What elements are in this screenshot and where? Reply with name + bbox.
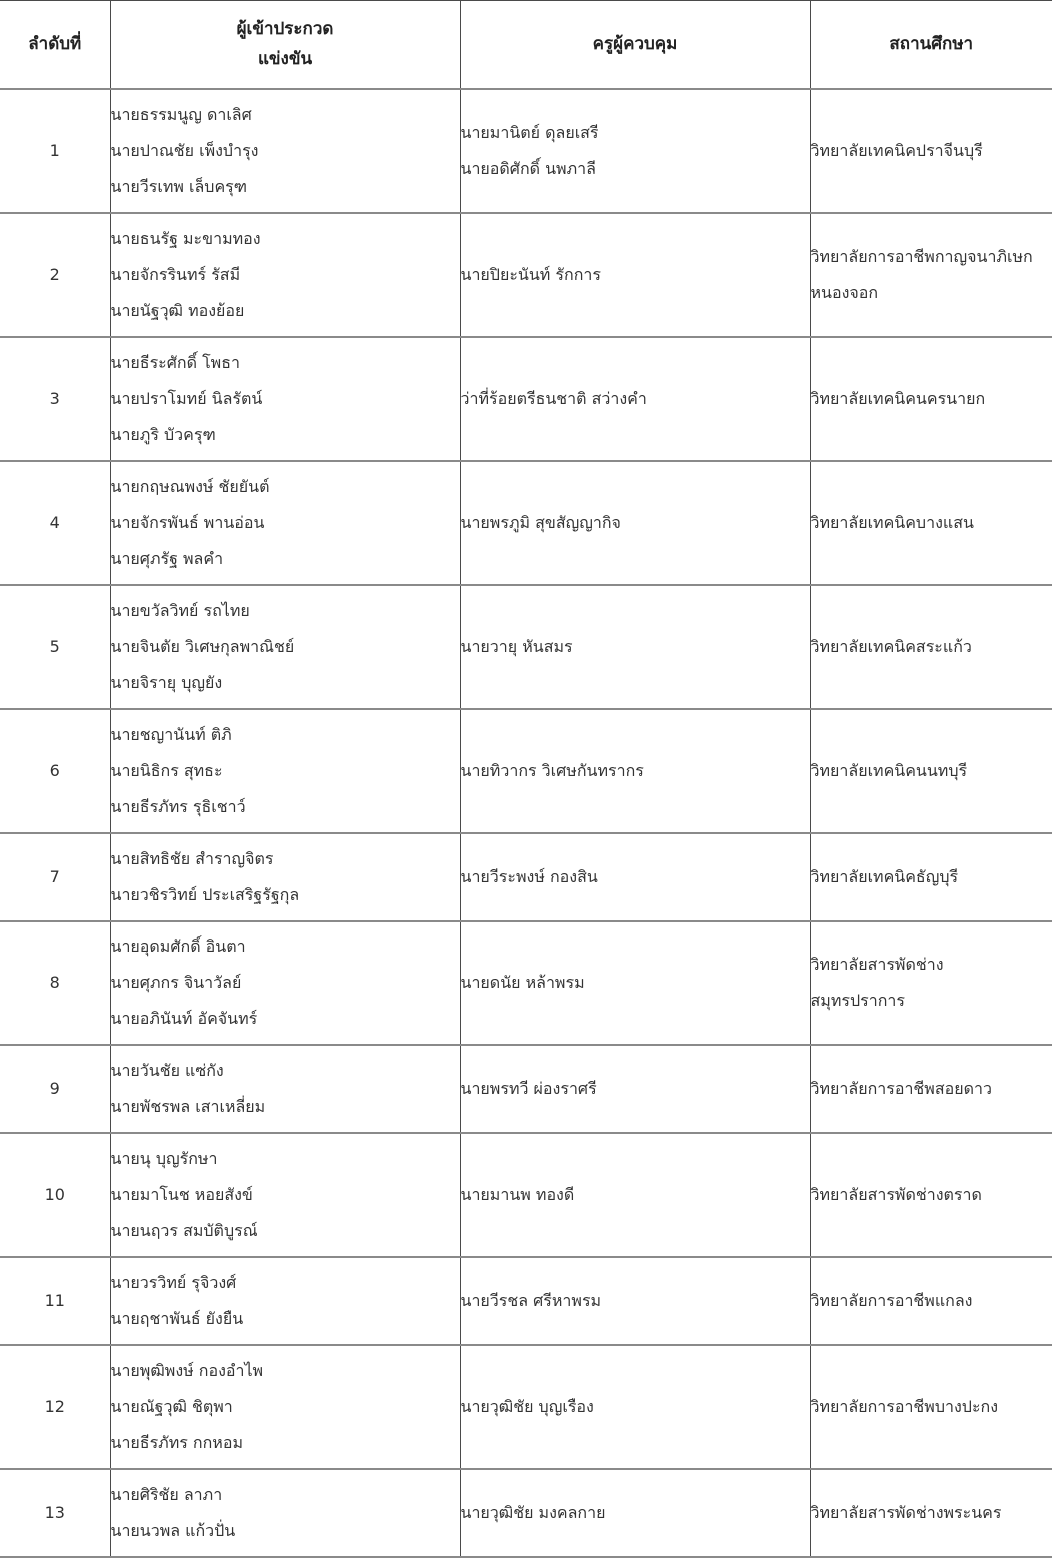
row-order-number: 4 xyxy=(0,461,110,585)
institution-name: วิทยาลัยการอาชีพสอยดาว xyxy=(811,1071,1052,1107)
row-order-number: 13 xyxy=(0,1469,110,1557)
supervisor-name: นายมานพ ทองดี xyxy=(461,1177,810,1213)
supervisor-cell xyxy=(460,213,810,337)
institution-cell xyxy=(810,337,1052,461)
supervisor-name: นายทิวากร วิเศษกันทรากร xyxy=(461,753,810,789)
supervisor-cell xyxy=(460,833,810,921)
competitor-name: นายจักรพันธ์ พานอ่อน xyxy=(111,505,460,541)
competitor-name: นายวชิรวิทย์ ประเสริฐรัฐกุล xyxy=(111,877,460,913)
competitors-cell xyxy=(110,1345,460,1469)
supervisor-cell xyxy=(460,1469,810,1557)
row-order-number: 9 xyxy=(0,1045,110,1133)
competitor-name: นายวีรเทพ เล็บครุฑ xyxy=(111,169,460,205)
institution-name: วิทยาลัยเทคนิคสระแก้ว xyxy=(811,629,1052,665)
competitor-name: นายจักรรินทร์ รัสมี xyxy=(111,257,460,293)
table-row xyxy=(0,1469,1052,1557)
competitor-name: นายธนรัฐ มะขามทอง xyxy=(111,221,460,257)
competitor-name: นายมาโนช หอยสังข์ xyxy=(111,1177,460,1213)
institution-cell xyxy=(810,213,1052,337)
header-competitors-line-2: แข่งขัน xyxy=(111,44,460,74)
row-order-number: 3 xyxy=(0,337,110,461)
competitors-cell xyxy=(110,1045,460,1133)
competitors-cell xyxy=(110,89,460,213)
table-row xyxy=(0,337,1052,461)
table-row xyxy=(0,1345,1052,1469)
competitor-name: นายศุภกร จินาวัลย์ xyxy=(111,965,460,1001)
institution-cell xyxy=(810,585,1052,709)
competitors-cell xyxy=(110,585,460,709)
competitor-name: นายวันชัย แซ่กัง xyxy=(111,1053,460,1089)
table-row xyxy=(0,921,1052,1045)
supervisor-cell xyxy=(460,337,810,461)
table-row xyxy=(0,1257,1052,1345)
supervisor-name: นายวุฒิชัย มงคลกาย xyxy=(461,1495,810,1531)
supervisor-name: นายปิยะนันท์ รักการ xyxy=(461,257,810,293)
institution-cell xyxy=(810,1345,1052,1469)
competitor-name: นายอภินันท์ อัคจันทร์ xyxy=(111,1001,460,1037)
institution-name: วิทยาลัยสารพัดช่างพระนคร xyxy=(811,1495,1052,1531)
competitors-cell xyxy=(110,1133,460,1257)
table-row xyxy=(0,585,1052,709)
row-order-number: 7 xyxy=(0,833,110,921)
institution-cell xyxy=(810,1045,1052,1133)
header-institution: สถานศึกษา xyxy=(810,1,1052,89)
competitors-cell xyxy=(110,1257,460,1345)
competitor-name: นายสิทธิชัย สำราญจิตร xyxy=(111,841,460,877)
competitor-name: นายธรรมนูญ ดาเลิศ xyxy=(111,97,460,133)
header-order: ลำดับที่ xyxy=(0,1,110,89)
institution-cell xyxy=(810,461,1052,585)
competitors-cell xyxy=(110,213,460,337)
supervisor-name: นายอดิศักดิ์ นพภาลี xyxy=(461,151,810,187)
competitor-name: นายพุฒิพงษ์ กองอำไพ xyxy=(111,1353,460,1389)
supervisor-name: นายพรภูมิ สุขสัญญากิจ xyxy=(461,505,810,541)
competitor-name: นายณัฐวุฒิ ชิตุพา xyxy=(111,1389,460,1425)
competitor-name: นายวรวิทย์ รุจิวงศ์ xyxy=(111,1265,460,1301)
row-order-number: 2 xyxy=(0,213,110,337)
competitor-name: นายนุ บุญรักษา xyxy=(111,1141,460,1177)
institution-cell xyxy=(810,709,1052,833)
row-order-number: 1 xyxy=(0,89,110,213)
row-order-number: 5 xyxy=(0,585,110,709)
competitors-cell xyxy=(110,709,460,833)
institution-name: วิทยาลัยเทคนิคปราจีนบุรี xyxy=(811,133,1052,169)
institution-cell xyxy=(810,89,1052,213)
competitor-name: นายกฤษณพงษ์ ชัยยันต์ xyxy=(111,469,460,505)
supervisor-cell xyxy=(460,461,810,585)
competitor-name: นายปาณชัย เพ็งบำรุง xyxy=(111,133,460,169)
competitor-name: นายศุภรัฐ พลคำ xyxy=(111,541,460,577)
competitor-name: นายธีระศักดิ์ โพธา xyxy=(111,345,460,381)
competitor-name: นายธีรภัทร รุธิเชาว์ xyxy=(111,789,460,825)
competitor-name: นายขวัลวิทย์ รถไทย xyxy=(111,593,460,629)
table-body xyxy=(0,89,1052,1557)
row-order-number: 12 xyxy=(0,1345,110,1469)
institution-name: วิทยาลัยเทคนิคนครนายก xyxy=(811,381,1052,417)
institution-name: วิทยาลัยการอาชีพบางปะกง xyxy=(811,1389,1052,1425)
supervisor-cell xyxy=(460,1045,810,1133)
row-order-number: 6 xyxy=(0,709,110,833)
competitor-name: นายนิธิกร สุทธะ xyxy=(111,753,460,789)
competitor-name: นายนวพล แก้วปั่น xyxy=(111,1513,460,1549)
supervisor-name: นายมานิตย์ ดุลยเสรี xyxy=(461,115,810,151)
institution-name: วิทยาลัยการอาชีพแกลง xyxy=(811,1283,1052,1319)
supervisor-name: นายพรทวี ผ่องราศรี xyxy=(461,1071,810,1107)
table-row xyxy=(0,833,1052,921)
supervisor-cell xyxy=(460,709,810,833)
supervisor-cell xyxy=(460,89,810,213)
competitor-name: นายจินตัย วิเศษกุลพาณิชย์ xyxy=(111,629,460,665)
institution-name: สมุทรปราการ xyxy=(811,983,1052,1019)
competitors-cell xyxy=(110,337,460,461)
header-competitors xyxy=(110,1,460,89)
institution-cell xyxy=(810,1469,1052,1557)
table-row xyxy=(0,461,1052,585)
supervisor-cell xyxy=(460,585,810,709)
table-row xyxy=(0,1133,1052,1257)
row-order-number: 10 xyxy=(0,1133,110,1257)
row-order-number: 8 xyxy=(0,921,110,1045)
competitor-name: นายอุดมศักดิ์ อินตา xyxy=(111,929,460,965)
competitors-cell xyxy=(110,833,460,921)
supervisor-name: นายวุฒิชัย บุญเรือง xyxy=(461,1389,810,1425)
supervisor-name: นายวีรชล ศรีหาพรม xyxy=(461,1283,810,1319)
table-row xyxy=(0,89,1052,213)
supervisor-cell xyxy=(460,1345,810,1469)
competitors-cell xyxy=(110,461,460,585)
supervisor-name: นายวายุ หันสมร xyxy=(461,629,810,665)
competitor-name: นายภูริ บัวครุฑ xyxy=(111,417,460,453)
table-row xyxy=(0,1045,1052,1133)
competitor-name: นายนฤวร สมบัติบูรณ์ xyxy=(111,1213,460,1249)
supervisor-cell xyxy=(460,921,810,1045)
table-row xyxy=(0,213,1052,337)
competitor-name: นายธีรภัทร กกหอม xyxy=(111,1425,460,1461)
supervisor-name: ว่าที่ร้อยตรีธนชาติ สว่างคำ xyxy=(461,381,810,417)
table-row xyxy=(0,709,1052,833)
competitor-name: นายจิรายุ บุญยัง xyxy=(111,665,460,701)
institution-name: วิทยาลัยเทคนิคธัญบุรี xyxy=(811,859,1052,895)
competitor-name: นายชญานันท์ ติภิ xyxy=(111,717,460,753)
competitor-name: นายศิริชัย ลาภา xyxy=(111,1477,460,1513)
institution-name: วิทยาลัยเทคนิคนนทบุรี xyxy=(811,753,1052,789)
competitors-cell xyxy=(110,1469,460,1557)
supervisor-name: นายดนัย หล้าพรม xyxy=(461,965,810,1001)
table-header-row xyxy=(0,1,1052,89)
competitor-name: นายนัฐวุฒิ ทองย้อย xyxy=(111,293,460,329)
supervisor-cell xyxy=(460,1257,810,1345)
row-order-number: 11 xyxy=(0,1257,110,1345)
institution-name: หนองจอก xyxy=(811,275,1052,311)
supervisor-cell xyxy=(460,1133,810,1257)
institution-name: วิทยาลัยสารพัดช่างตราด xyxy=(811,1177,1052,1213)
competitors-cell xyxy=(110,921,460,1045)
institution-cell xyxy=(810,1257,1052,1345)
institution-cell xyxy=(810,833,1052,921)
institution-cell xyxy=(810,921,1052,1045)
institution-name: วิทยาลัยเทคนิคบางแสน xyxy=(811,505,1052,541)
institution-cell xyxy=(810,1133,1052,1257)
institution-name: วิทยาลัยการอาชีพกาญจนาภิเษก xyxy=(811,239,1052,275)
competitor-name: นายปราโมทย์ นิลรัตน์ xyxy=(111,381,460,417)
header-supervisor: ครูผู้ควบคุม xyxy=(460,1,810,89)
competitor-name: นายฤชาพันธ์ ยังยืน xyxy=(111,1301,460,1337)
institution-name: วิทยาลัยสารพัดช่าง xyxy=(811,947,1052,983)
header-competitors-line-1: ผู้เข้าประกวด xyxy=(111,14,460,44)
competitor-name: นายพัชรพล เสาเหลี่ยม xyxy=(111,1089,460,1125)
supervisor-name: นายวีระพงษ์ กองสิน xyxy=(461,859,810,895)
